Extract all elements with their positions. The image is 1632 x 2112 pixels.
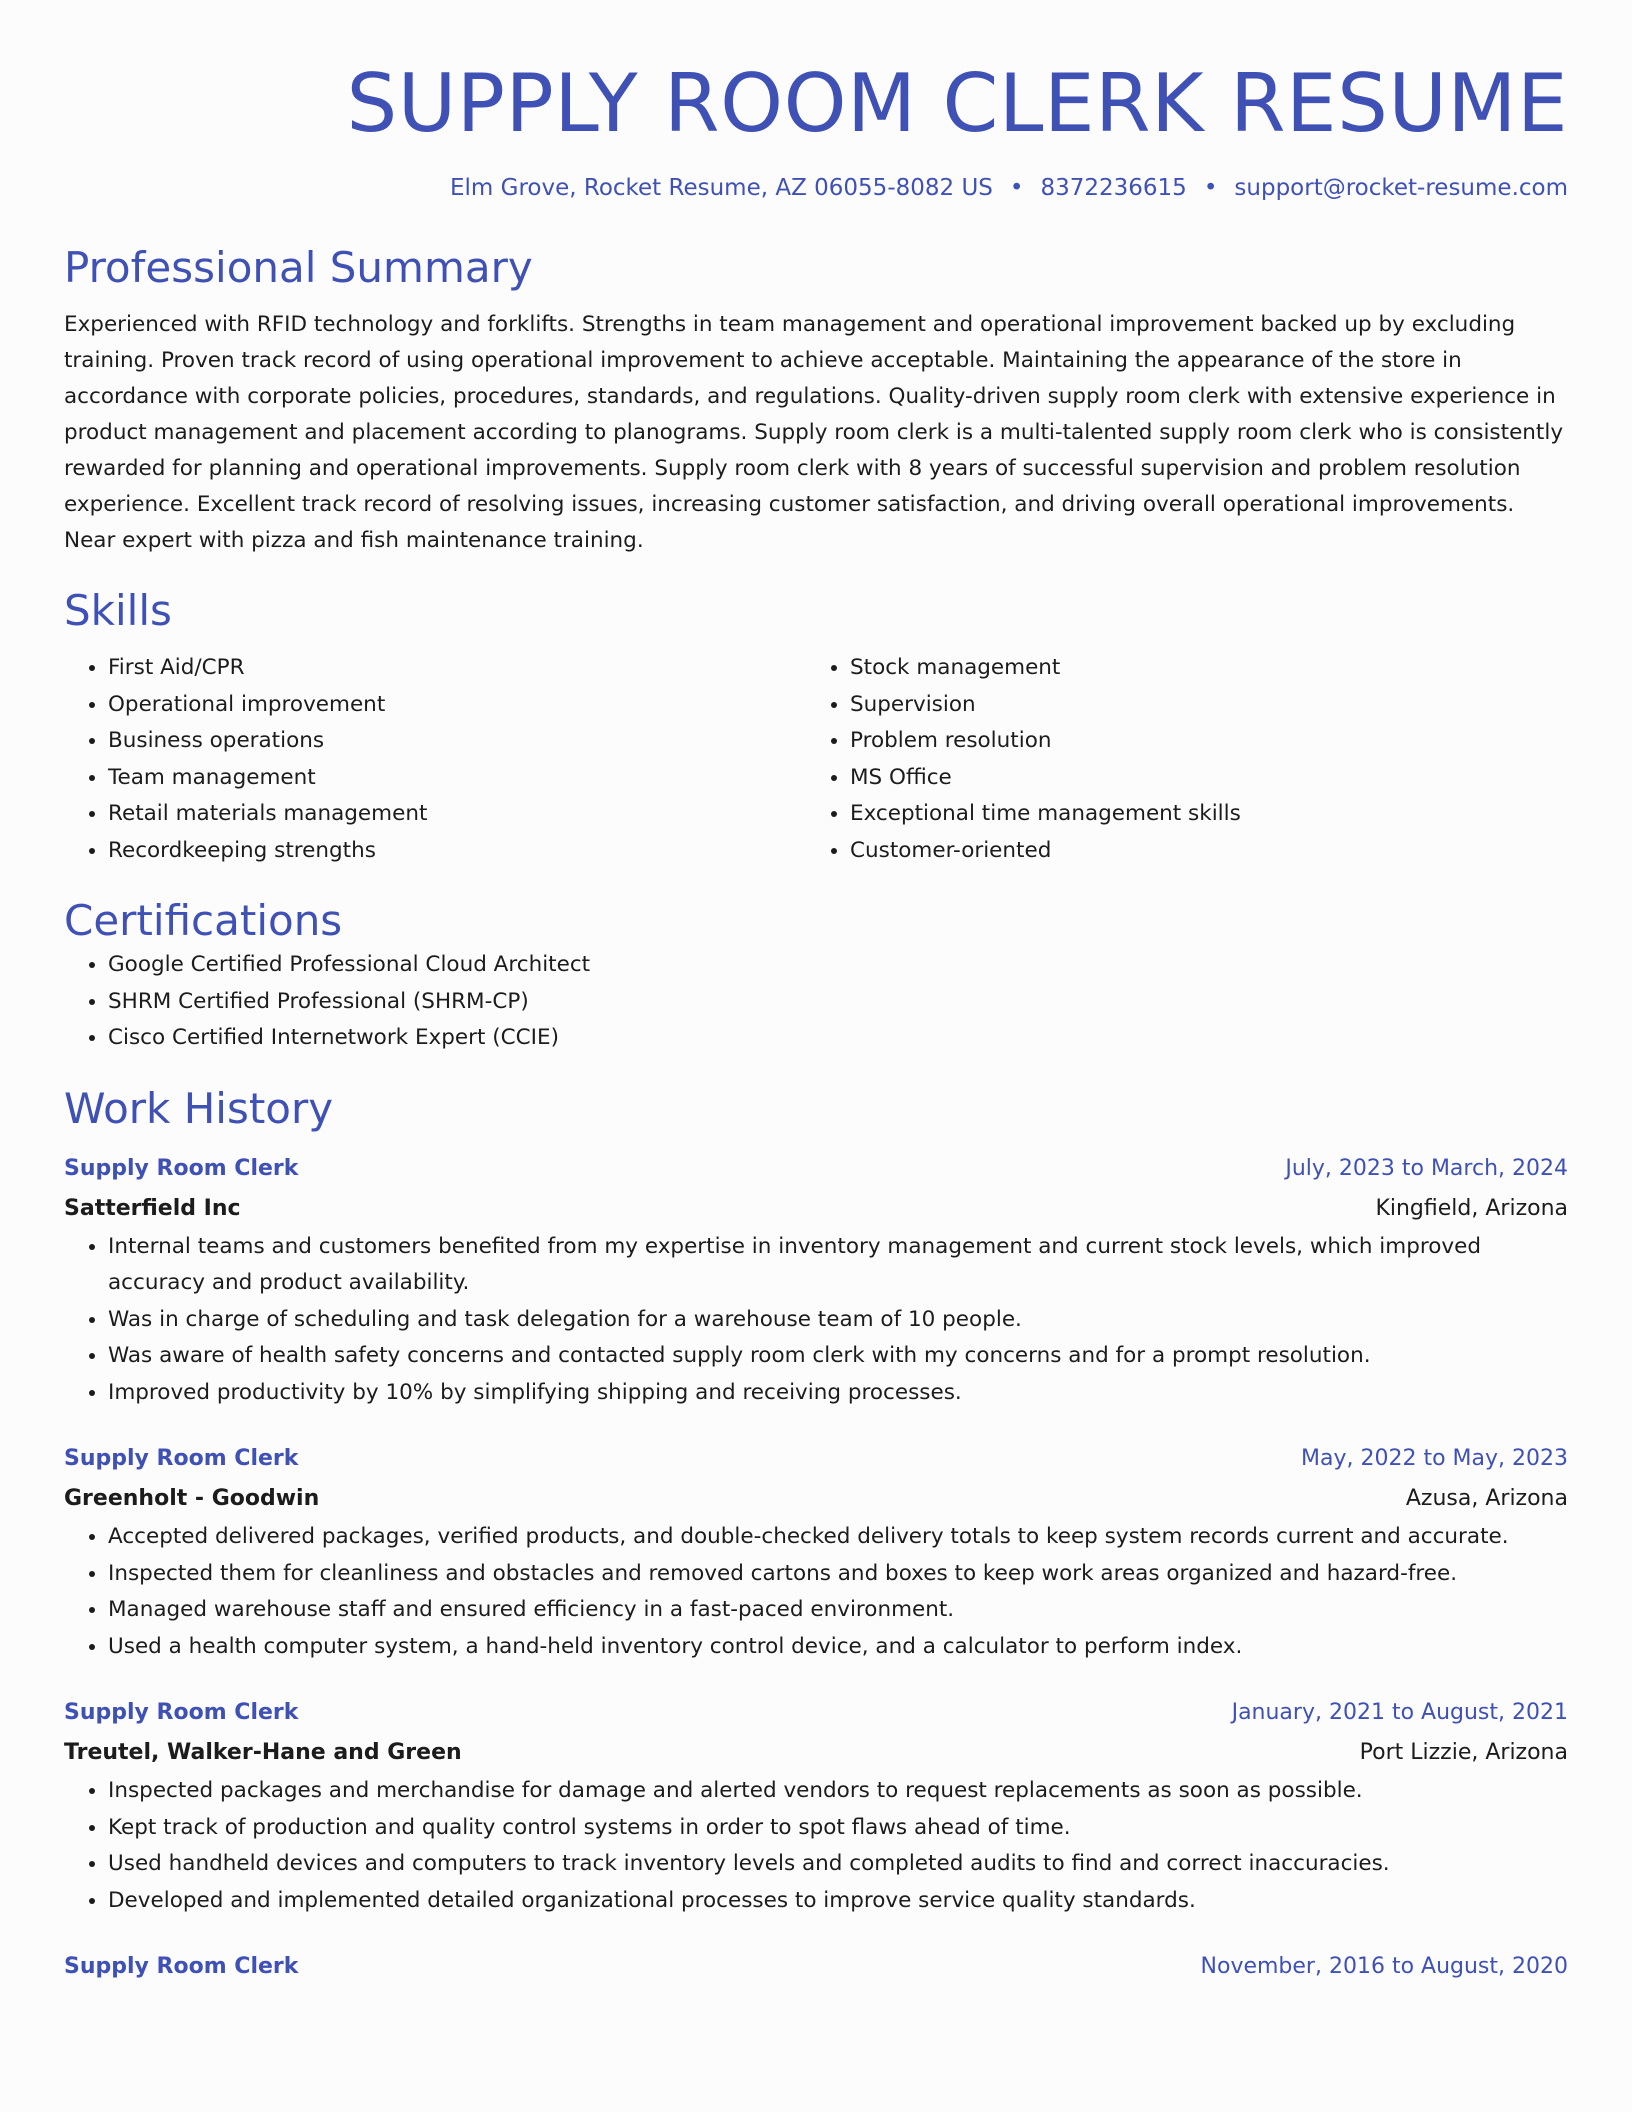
job-dates: July, 2023 to March, 2024 (1285, 1155, 1568, 1181)
skills-list (64, 650, 1568, 869)
contact-address: Elm Grove, Rocket Resume, AZ 06055-8082 US (450, 175, 993, 201)
job-entry (64, 1439, 1568, 1665)
job-entry (64, 1947, 1568, 1987)
skill-item: • Customer-oriented (850, 833, 1548, 870)
job-bullet: • Developed and implemented detailed organizational processes to improve service quality standards. (108, 1883, 1568, 1920)
contact-phone: 8372236615 (1040, 175, 1187, 201)
job-bullet: • Used a health computer system, a hand-held inventory control device, and a calculator to perform index. (108, 1629, 1568, 1666)
job-bullet: • Was aware of health safety concerns and contacted supply room clerk with my concerns and for a prompt resolution. (108, 1338, 1568, 1375)
job-subheader (64, 1189, 1568, 1229)
skill-item: • Business operations (108, 723, 806, 760)
job-bullets (64, 1519, 1568, 1665)
skill-item: • MS Office (850, 760, 1548, 797)
job-location: Kingfield, Arizona (1375, 1195, 1568, 1221)
job-role: Supply Room Clerk (64, 1700, 299, 1725)
contact-separator: • (1203, 175, 1218, 201)
job-subheader (64, 1733, 1568, 1773)
job-bullets (64, 1773, 1568, 1919)
work-history-heading: Work History (64, 1083, 334, 1133)
job-bullet: • Inspected packages and merchandise for damage and alerted vendors to request replacements as soon as possible. (108, 1773, 1568, 1810)
skill-item: • Operational improvement (108, 687, 806, 724)
job-dates: November, 2016 to August, 2020 (1200, 1954, 1568, 1979)
job-company: Treutel, Walker-Hane and Green (64, 1740, 462, 1765)
job-bullet: • Accepted delivered packages, verified products, and double-checked delivery totals to keep system records current and accurate. (108, 1519, 1568, 1556)
resume-title: SUPPLY ROOM CLERK RESUME (346, 57, 1568, 150)
job-role: Supply Room Clerk (64, 1446, 299, 1471)
job-subheader (64, 1479, 1568, 1519)
job-company: Satterfield Inc (64, 1195, 241, 1221)
certifications-list (64, 947, 1568, 1057)
skills-column-left (64, 650, 806, 869)
job-header (64, 1693, 1568, 1733)
job-header (64, 1149, 1568, 1189)
job-role: Supply Room Clerk (64, 1155, 299, 1181)
resume-page (64, 0, 1568, 1987)
job-bullet: • Kept track of production and quality control systems in order to spot flaws ahead of time. (108, 1810, 1568, 1847)
job-location: Port Lizzie, Arizona (1359, 1740, 1568, 1765)
skill-item: • Stock management (850, 650, 1548, 687)
skill-item: • Problem resolution (850, 723, 1548, 760)
certification-item: • Cisco Certified Internetwork Expert (CCIE) (108, 1020, 1568, 1057)
job-bullet: • Managed warehouse staff and ensured efficiency in a fast-paced environment. (108, 1592, 1568, 1629)
job-bullet: • Improved productivity by 10% by simplifying shipping and receiving processes. (108, 1375, 1568, 1412)
skills-heading: Skills (64, 586, 172, 635)
contact-line (64, 172, 1568, 204)
certification-item: • Google Certified Professional Cloud Architect (108, 947, 1568, 984)
job-location: Azusa, Arizona (1405, 1486, 1568, 1511)
contact-separator: • (1009, 175, 1024, 201)
job-bullet: • Inspected them for cleanliness and obstacles and removed cartons and boxes to keep work areas organized and hazard-free. (108, 1556, 1568, 1593)
summary-text: Experienced with RFID technology and forklifts. Strengths in team management and operational improvement backed up by excluding training. Proven track record of using operational improvement to achieve acceptable. Maintaining the appearance of the store in accordance with corporate policies, procedures, standards, and regulations. Quality-driven supply room clerk with extensive experience in product management and placement according to planograms. Supply room clerk is a multi-talented supply room clerk who is consistently rewarded for planning and operational improvements. Supply room clerk with 8 years of successful supervision and problem resolution experience. Excellent track record of resolving issues, increasing customer satisfaction, and driving overall operational improvements. Near expert with pizza and fish maintenance training. (64, 312, 1564, 553)
skill-item: • Exceptional time management skills (850, 796, 1548, 833)
job-bullets (64, 1229, 1568, 1412)
skill-item: • Recordkeeping strengths (108, 833, 806, 870)
job-bullet: • Was in charge of scheduling and task delegation for a warehouse team of 10 people. (108, 1302, 1568, 1339)
job-role: Supply Room Clerk (64, 1954, 299, 1979)
skills-column-right (806, 650, 1548, 869)
contact-email: support@rocket-resume.com (1234, 175, 1568, 201)
skill-item: • First Aid/CPR (108, 650, 806, 687)
skill-item: • Retail materials management (108, 796, 806, 833)
job-dates: January, 2021 to August, 2021 (1231, 1700, 1568, 1725)
skill-item: • Supervision (850, 687, 1548, 724)
job-company: Greenholt - Goodwin (64, 1486, 320, 1511)
job-header (64, 1947, 1568, 1987)
job-dates: May, 2022 to May, 2023 (1301, 1446, 1568, 1471)
job-entry (64, 1693, 1568, 1919)
certifications-heading: Certifications (64, 896, 343, 945)
job-bullet: • Used handheld devices and computers to track inventory levels and completed audits to find and correct inaccuracies. (108, 1846, 1568, 1883)
job-header (64, 1439, 1568, 1479)
job-bullet: • Internal teams and customers benefited from my expertise in inventory management and current stock levels, which improved accuracy and product availability. (108, 1229, 1568, 1302)
skill-item: • Team management (108, 760, 806, 797)
certification-item: • SHRM Certified Professional (SHRM-CP) (108, 984, 1568, 1021)
summary-heading: Professional Summary (64, 243, 533, 292)
job-entry (64, 1149, 1568, 1412)
